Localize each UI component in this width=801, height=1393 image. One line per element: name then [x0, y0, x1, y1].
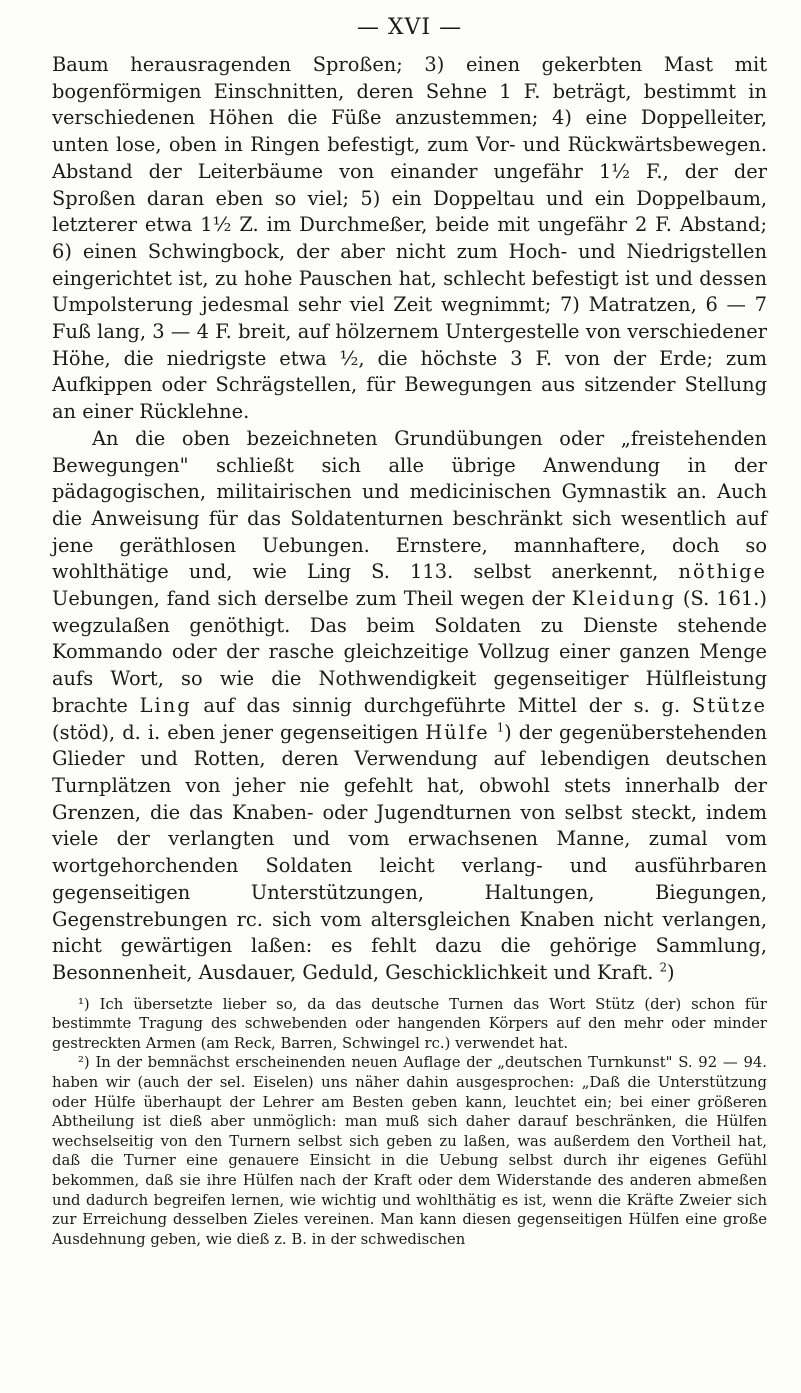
emphasis-text: Hülfe: [425, 720, 490, 744]
emphasis-text: nöthige: [678, 560, 767, 584]
paragraph-equipment-list: Baum herausragenden Sproßen; 3) einen gekerbten Mast mit bogenförmigen Einschnitten, deren Sehne 1 F. beträgt, bestimmt in verschiedenen Höhen die Füße anzustemmen; 4) eine Doppelleiter, unten lose, oben in Ringen befestigt, zum Vor- und Rückwärtsbewegen. Abstand der Leiterbäume von einander ungefähr 1½ F., der der Sproßen daran eben so viel; 5) ein Doppeltau und ein Doppelbaum, letzterer etwa 1½ Z. im Durchmeßer, beide mit ungefähr 2 F. Abstand; 6) einen Schwingbock, der aber nicht zum Hoch- und Niedrigstellen eingerichtet ist, zu hohe Pauschen hat, schlecht befestigt ist und dessen Umpolsterung jedesmal sehr viel Zeit wegnimmt; 7) Matratzen, 6 — 7 Fuß lang, 3 — 4 F. breit, auf hölzernem Untergestelle von verschiedener Höhe, die niedrigste etwa ½, die höchste 3 F. von der Erde; zum Aufkippen oder Schrägstellen, für Bewegungen aus sitzender Stellung an einer Rücklehne.: [52, 53, 767, 424]
text-run: An die oben bezeichneten Grundübungen oder „freistehenden Bewegungen" schließt sich alle übrige Anwendung in der pädagogischen, militairischen und medicinischen Gymnastik an. Auch die Anweisung für das Soldatenturnen beschränkt sich wesentlich auf jene geräthlosen Uebungen. Ernstere, mannhaftere, doch so wohlthätige und, wie Ling S. 113. selbst anerkennt,: [52, 426, 767, 584]
emphasis-text: Kleidung: [571, 587, 676, 611]
text-run: Uebungen, fand sich derselbe zum Theil wegen der: [52, 587, 572, 611]
page-number: — XVI —: [356, 15, 463, 40]
footnote-2: ²) In der bemnächst erscheinenden neuen Auflage der „deutschen Turnkunst" S. 92 — 94. haben wir (auch der sel. Eiselen) uns näher dahin ausgesprochen: „Daß die Unterstützung oder Hülfe überhaupt der Lehrer am Besten geben kann, leuchtet ein; bei einer größeren Abtheilung ist dieß aber unmöglich: man muß sich daher darauf beschränken, die Hülfen wechselseitig von den Turnern selbst sich geben zu laßen, was außerdem den Vortheil hat, daß die Turner eine genauere Einsicht in die Uebung selbst durch ihr eigenes Gefühl bekommen, daß sie ihre Hülfen nach der Kraft oder dem Widerstande des anderen abmeßen und dadurch begreifen lernen, wie wichtig und wohlthätig es ist, wenn die Kräfte Zweier sich zur Erreichung desselben Zieles vereinen. Man kann diesen gegenseitigen Hülfen eine große Ausdehnung geben, wie dieß z. B. in der schwedischen: [52, 1054, 767, 1248]
text-run: auf das sinnig durchgeführte Mittel der s. g.: [191, 693, 692, 717]
footnotes: [52, 995, 767, 1250]
emphasis-text: Ling: [139, 693, 192, 717]
footnote-marker: 2: [659, 960, 668, 975]
footnote-marker: 1: [496, 720, 505, 735]
text-run: (stöd), d. i. eben jener gegenseitigen: [52, 720, 426, 744]
emphasis-text: Stütze: [691, 693, 767, 717]
main-text: [52, 52, 767, 987]
text-run: ): [667, 960, 675, 984]
paragraph-exercises: [52, 426, 767, 987]
text-run: (S. 161.) wegzulaßen genöthigt. Das beim Soldaten zu Dienste stehende Kommando oder der rasche gleichzeitige Vollzug einer ganzen Menge aufs Wort, so wie die Nothwendigkeit gegenseitiger Hülfleistung brachte: [52, 587, 767, 717]
text-run: ) der gegenüberstehenden Glieder und Rotten, deren Verwendung auf lebendigen deutschen Turnplätzen von jeher nie gefehlt hat, obwohl stets innerhalb der Grenzen, die das Knaben- oder Jugendturnen von selbst steckt, indem viele der verlangten und vom erwachsenen Manne, zumal vom wortgehorchenden Soldaten leicht verlang- und ausführbaren gegenseitigen Unterstützungen, Haltungen, Biegungen, Gegenstrebungen rc. sich vom altersgleichen Knaben nicht verlangen, nicht gewärtigen laßen: es fehlt dazu die gehörige Sammlung, Besonnenheit, Ausdauer, Geduld, Geschicklichkeit und Kraft.: [52, 720, 767, 984]
footnote-1: ¹) Ich übersetzte lieber so, da das deutsche Turnen das Wort Stütz (der) schon für bestimmte Tragung des schwebenden oder hangenden Körpers auf den mehr oder minder gestreckten Armen (am Reck, Barren, Schwingel rc.) verwendet hat.: [52, 995, 767, 1052]
